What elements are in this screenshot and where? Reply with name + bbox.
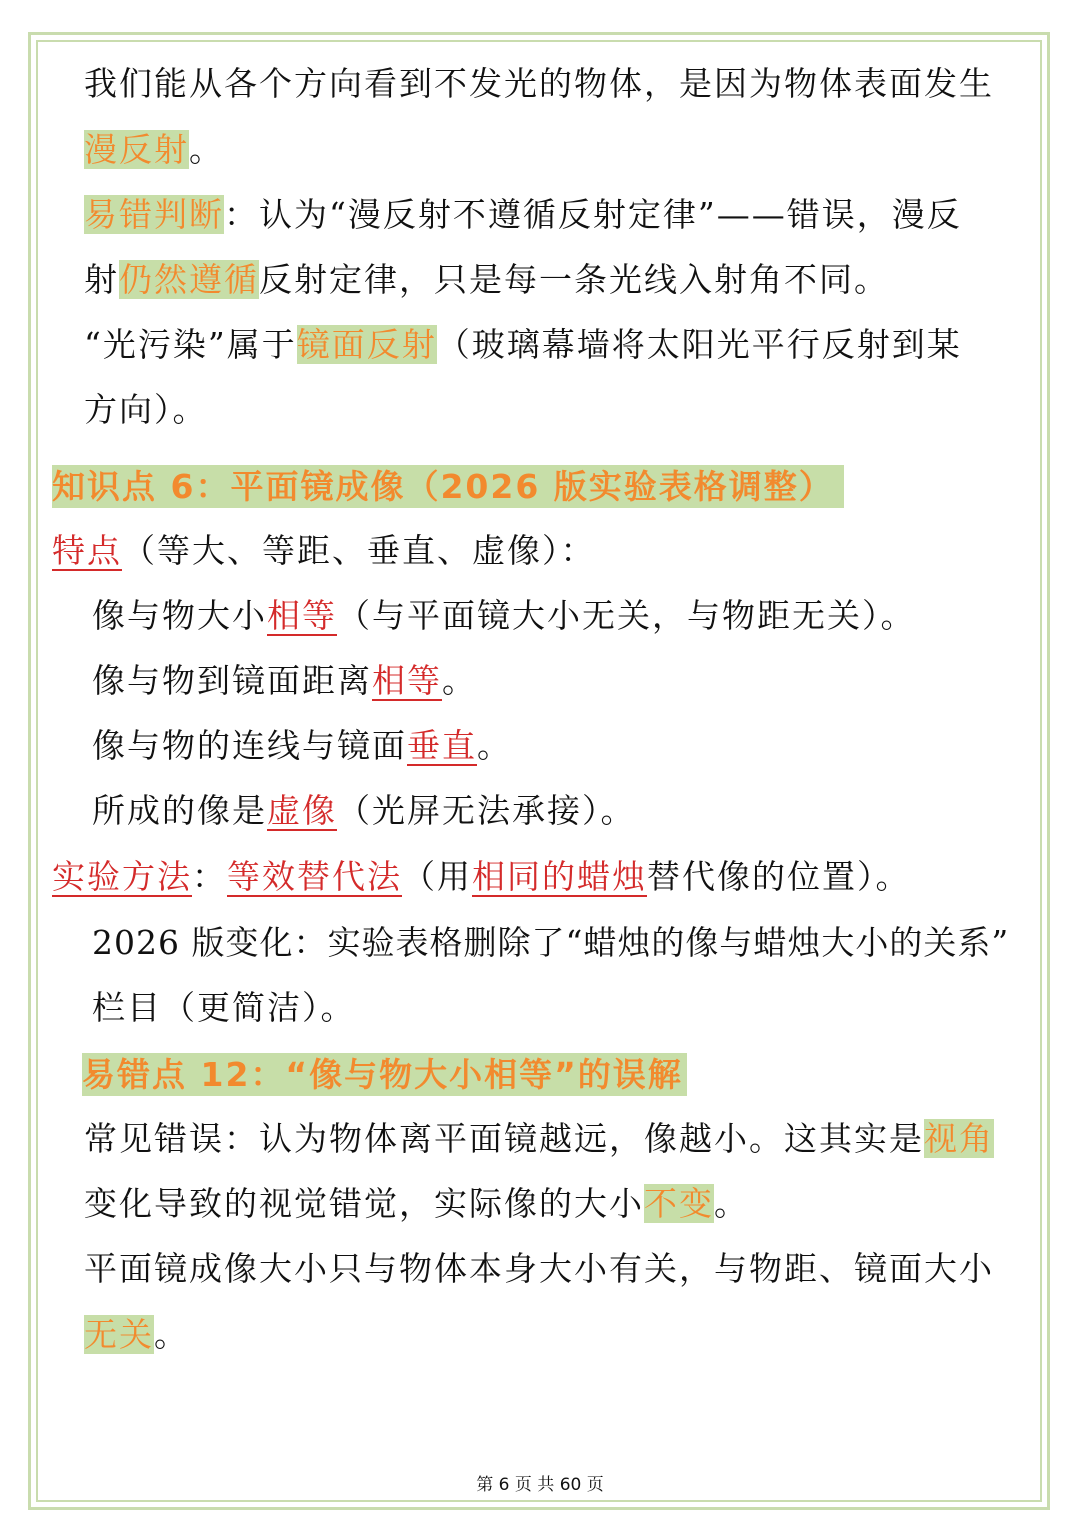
highlight-diffuse: 漫反射 bbox=[84, 130, 189, 169]
text: 像与物的连线与镜面 bbox=[92, 726, 407, 765]
paragraph-light-pollution-line1 bbox=[84, 325, 962, 365]
text: 平面镜成像大小只与物体本身大小有关，与物距、镜面大小 bbox=[84, 1249, 994, 1288]
feature-item-3 bbox=[92, 726, 512, 766]
change-line1 bbox=[92, 923, 1009, 963]
final-line1 bbox=[84, 1249, 994, 1289]
text: （与平面镜大小无关，与物距无关）。 bbox=[337, 596, 916, 635]
key-virtual-image: 虚像 bbox=[267, 791, 337, 830]
text: 。 bbox=[477, 726, 512, 765]
error-line2 bbox=[84, 1184, 749, 1224]
text: 我们能从各个方向看到不发光的物体，是因为物体表面发生 bbox=[84, 64, 994, 103]
section-heading-6 bbox=[52, 463, 844, 511]
text: 2026 版变化：实验表格删除了“蜡烛的像与蜡烛大小的关系” bbox=[92, 923, 1010, 962]
paragraph-diffuse-line1 bbox=[84, 64, 994, 104]
key-equal-size: 相等 bbox=[267, 596, 337, 635]
highlight-unchanged: 不变 bbox=[644, 1184, 714, 1223]
final-line2 bbox=[84, 1315, 189, 1355]
text: 。 bbox=[189, 130, 224, 169]
error-line1 bbox=[84, 1119, 994, 1159]
text: ：认为“漫反射不遵循反射定律”——错误，漫反 bbox=[224, 195, 962, 234]
features-line bbox=[52, 531, 596, 571]
text: 常见错误：认为物体离平面镜越远，像越小。这其实是 bbox=[84, 1119, 924, 1158]
label-misjudge: 易错判断 bbox=[84, 195, 224, 234]
heading-text: 知识点 6：平面镜成像（2026 版实验表格调整） bbox=[52, 465, 844, 508]
highlight-irrelevant: 无关 bbox=[84, 1315, 154, 1354]
label-features: 特点 bbox=[52, 531, 122, 570]
text: 。 bbox=[154, 1315, 189, 1354]
label-method: 实验方法 bbox=[52, 857, 192, 896]
paragraph-diffuse-line2 bbox=[84, 130, 224, 170]
text: 。 bbox=[714, 1184, 749, 1223]
heading-text: 易错点 12：“像与物大小相等”的误解 bbox=[82, 1053, 687, 1096]
text: 栏目（更简洁）。 bbox=[92, 988, 356, 1027]
text: 方向）。 bbox=[84, 390, 208, 429]
text: 射 bbox=[84, 260, 119, 299]
feature-item-4 bbox=[92, 791, 636, 831]
text: 。 bbox=[442, 661, 477, 700]
text: （玻璃幕墙将太阳光平行反射到某 bbox=[436, 325, 962, 364]
key-perpendicular: 垂直 bbox=[407, 726, 477, 765]
text: （用 bbox=[402, 857, 472, 896]
feature-item-2 bbox=[92, 661, 477, 701]
text: ： bbox=[192, 857, 227, 896]
section-heading-error-12 bbox=[82, 1052, 687, 1098]
key-equal-distance: 相等 bbox=[372, 661, 442, 700]
text: 所成的像是 bbox=[92, 791, 267, 830]
text: “光污染”属于 bbox=[84, 325, 297, 364]
paragraph-misjudge-line2 bbox=[84, 260, 889, 300]
text: 像与物大小 bbox=[92, 596, 267, 635]
change-line2 bbox=[92, 988, 356, 1028]
page-number-footer: 第 6 页 共 60 页 bbox=[476, 1475, 604, 1495]
text: 反射定律，只是每一条光线入射角不同。 bbox=[259, 260, 889, 299]
highlight-view-angle: 视角 bbox=[924, 1119, 994, 1158]
highlight-specular: 镜面反射 bbox=[296, 325, 437, 364]
text: （等大、等距、垂直、虚像）： bbox=[122, 531, 596, 570]
paragraph-light-pollution-line2 bbox=[84, 390, 208, 430]
text: 变化导致的视觉错觉，实际像的大小 bbox=[84, 1184, 644, 1223]
paragraph-misjudge-line1 bbox=[84, 195, 962, 235]
key-substitution: 等效替代法 bbox=[227, 857, 402, 896]
method-line bbox=[52, 857, 911, 897]
key-same-candle: 相同的蜡烛 bbox=[472, 857, 647, 896]
text: 替代像的位置）。 bbox=[647, 857, 911, 896]
highlight-still-follow: 仍然遵循 bbox=[119, 260, 259, 299]
feature-item-1 bbox=[92, 596, 916, 636]
text: 像与物到镜面距离 bbox=[92, 661, 372, 700]
text: （光屏无法承接）。 bbox=[337, 791, 636, 830]
